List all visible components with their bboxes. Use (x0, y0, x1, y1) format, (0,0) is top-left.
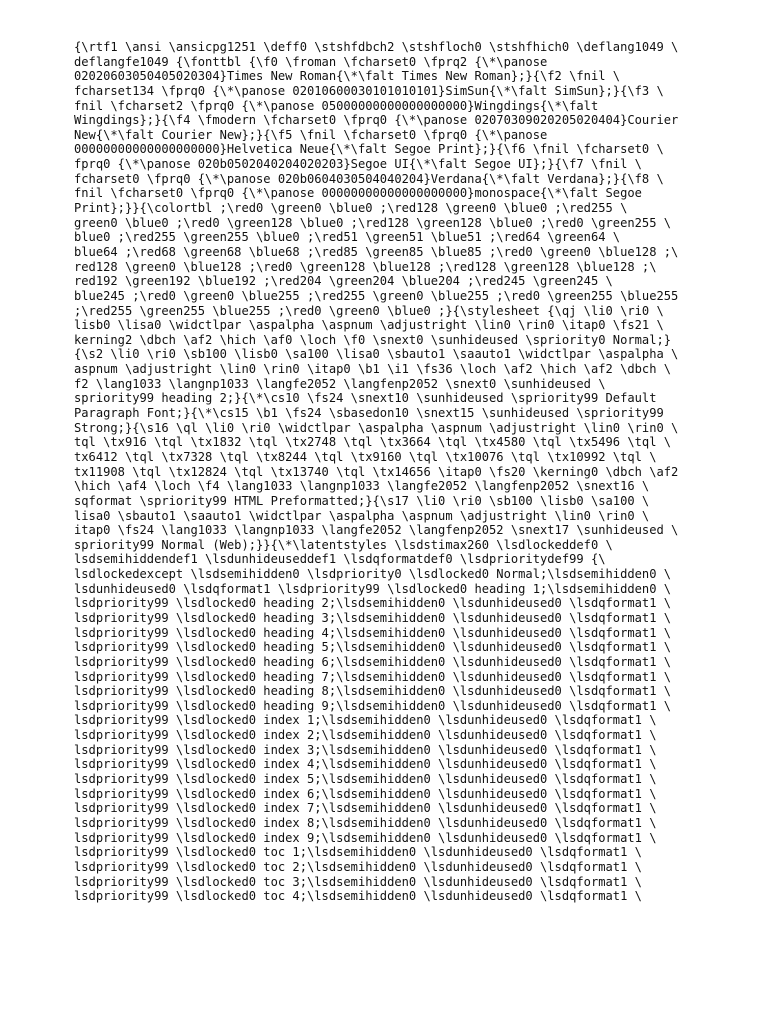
text-line: New{\*\falt Courier New};}{\f5 \fnil \fcharset0 \fprq0 {\*\panose (74, 127, 548, 142)
text-line: lsdpriority99 \lsdlocked0 index 9;\lsdsemihidden0 \lsdunhideused0 \lsdqformat1 \ (74, 830, 657, 845)
text-line: {\rtf1 \ansi \ansicpg1251 \deff0 \stshfdbch2 \stshfloch0 \stshfhich0 \deflang1049 \ (74, 40, 679, 54)
text-line: fcharset0 \fprq0 {\*\panose 020b0604030504040204}Verdana{\*\falt Verdana};}{\f8 \ (74, 171, 664, 186)
text-line: lsdlockedexcept \lsdsemihidden0 \lsdpriority0 \lsdlocked0 Normal;\lsdsemihidden0 \ (74, 567, 672, 582)
text-line: lsdunhideused0 \lsdqformat1 \lsdpriority99 \lsdlocked0 heading 1;\lsdsemihidden0 \ (74, 581, 672, 596)
text-line: fnil \fcharset2 \fprq0 {\*\panose 05000000000000000000}Wingdings{\*\falt (74, 98, 599, 113)
text-line: lsdpriority99 \lsdlocked0 heading 9;\lsdsemihidden0 \lsdunhideused0 \lsdqformat1 \ (74, 698, 672, 713)
text-line: lsdpriority99 \lsdlocked0 heading 4;\lsdsemihidden0 \lsdunhideused0 \lsdqformat1 \ (74, 625, 672, 640)
text-line: fnil \fcharset0 \fprq0 {\*\panose 00000000000000000000}monospace{\*\falt Segoe (74, 186, 642, 201)
text-line: {\s2 \li0 \ri0 \sb100 \lisb0 \sa100 \lisa0 \sbauto1 \saauto1 \widctlpar \aspalpha \ (74, 347, 679, 362)
rtf-source-text (74, 40, 764, 904)
text-line: lsdpriority99 \lsdlocked0 index 7;\lsdsemihidden0 \lsdunhideused0 \lsdqformat1 \ (74, 801, 657, 816)
text-line: lsdpriority99 \lsdlocked0 index 1;\lsdsemihidden0 \lsdunhideused0 \lsdqformat1 \ (74, 713, 657, 728)
text-line: deflangfe1049 {\fonttbl {\f0 \froman \fcharset0 \fprq2 {\*\panose (74, 54, 548, 69)
text-line: lsdpriority99 \lsdlocked0 heading 7;\lsdsemihidden0 \lsdunhideused0 \lsdqformat1 \ (74, 669, 672, 684)
text-line: lsdpriority99 \lsdlocked0 heading 3;\lsdsemihidden0 \lsdunhideused0 \lsdqformat1 \ (74, 610, 672, 625)
text-line: lisa0 \sbauto1 \saauto1 \widctlpar \aspalpha \aspnum \adjustright \lin0 \rin0 \ (74, 508, 650, 523)
text-line: lsdpriority99 \lsdlocked0 heading 6;\lsdsemihidden0 \lsdunhideused0 \lsdqformat1 \ (74, 654, 672, 669)
text-line: red128 \green0 \blue128 ;\red0 \green128 \blue128 ;\red128 \green128 \blue128 ;\ (74, 259, 657, 274)
text-line: red192 \green192 \blue192 ;\red204 \green204 \blue204 ;\red245 \green245 \ (74, 274, 613, 289)
text-line: tql \tx916 \tql \tx1832 \tql \tx2748 \tql \tx3664 \tql \tx4580 \tql \tx5496 \tql \ (74, 435, 672, 450)
text-line: lisb0 \lisa0 \widctlpar \aspalpha \aspnum \adjustright \lin0 \rin0 \itap0 \fs21 \ (74, 318, 664, 333)
text-line: blue64 ;\red68 \green68 \blue68 ;\red85 \green85 \blue85 ;\red0 \green0 \blue128 ;\ (74, 244, 679, 259)
text-line: lsdpriority99 \lsdlocked0 toc 4;\lsdsemihidden0 \lsdunhideused0 \lsdqformat1 \ (74, 889, 642, 904)
text-line: 00000000000000000000}Helvetica Neue{\*\falt Segoe Print};}{\f6 \fnil \fcharset0 \ (74, 142, 664, 157)
text-line: lsdpriority99 \lsdlocked0 index 3;\lsdsemihidden0 \lsdunhideused0 \lsdqformat1 \ (74, 742, 657, 757)
text-line: lsdpriority99 \lsdlocked0 index 6;\lsdsemihidden0 \lsdunhideused0 \lsdqformat1 \ (74, 786, 657, 801)
text-line: lsdpriority99 \lsdlocked0 index 4;\lsdsemihidden0 \lsdunhideused0 \lsdqformat1 \ (74, 757, 657, 772)
text-line: spriority99 Normal (Web);}}{\*\latentstyles \lsdstimax260 \lsdlockeddef0 \ (74, 537, 613, 552)
text-line: Paragraph Font;}{\*\cs15 \b1 \fs24 \sbasedon10 \snext15 \sunhideused \spriority99 (74, 406, 664, 421)
text-line: lsdpriority99 \lsdlocked0 index 2;\lsdsemihidden0 \lsdunhideused0 \lsdqformat1 \ (74, 728, 657, 743)
text-line: lsdpriority99 \lsdlocked0 heading 2;\lsdsemihidden0 \lsdunhideused0 \lsdqformat1 \ (74, 596, 672, 611)
text-line: tx6412 \tql \tx7328 \tql \tx8244 \tql \tx9160 \tql \tx10076 \tql \tx10992 \tql \ (74, 449, 657, 464)
text-line: Wingdings};}{\f4 \fmodern \fcharset0 \fprq0 {\*\panose 02070309020205020404}Courier (74, 113, 679, 128)
text-line: lsdpriority99 \lsdlocked0 index 5;\lsdsemihidden0 \lsdunhideused0 \lsdqformat1 \ (74, 772, 657, 787)
text-line: lsdpriority99 \lsdlocked0 toc 3;\lsdsemihidden0 \lsdunhideused0 \lsdqformat1 \ (74, 874, 642, 889)
text-line: fcharset134 \fprq0 {\*\panose 02010600030101010101}SimSun{\*\falt SimSun};}{\f3 \ (74, 83, 664, 98)
text-line: spriority99 heading 2;}{\*\cs10 \fs24 \snext10 \sunhideused \spriority99 Default (74, 391, 657, 406)
text-line: kerning2 \dbch \af2 \hich \af0 \loch \f0 \snext0 \sunhideused \spriority0 Normal;} (74, 332, 672, 347)
text-line: blue0 ;\red255 \green255 \blue0 ;\red51 \green51 \blue51 ;\red64 \green64 \ (74, 230, 621, 245)
text-line: tx11908 \tql \tx12824 \tql \tx13740 \tql \tx14656 \itap0 \fs20 \kerning0 \dbch \af2 (74, 464, 679, 479)
text-line: lsdpriority99 \lsdlocked0 toc 2;\lsdsemihidden0 \lsdunhideused0 \lsdqformat1 \ (74, 859, 642, 874)
text-line: blue245 ;\red0 \green0 \blue255 ;\red255 \green0 \blue255 ;\red0 \green255 \blue255 (74, 288, 679, 303)
text-line: ;\red255 \green255 \blue255 ;\red0 \green0 \blue0 ;}{\stylesheet {\qj \li0 \ri0 \ (74, 303, 664, 318)
text-line: f2 \lang1033 \langnp1033 \langfe2052 \langfenp2052 \snext0 \sunhideused \ (74, 376, 606, 391)
text-line: aspnum \adjustright \lin0 \rin0 \itap0 \b1 \i1 \fs36 \loch \af2 \hich \af2 \dbch \ (74, 362, 672, 377)
text-line: lsdpriority99 \lsdlocked0 heading 5;\lsdsemihidden0 \lsdunhideused0 \lsdqformat1 \ (74, 640, 672, 655)
text-line: sqformat \spriority99 HTML Preformatted;}{\s17 \li0 \ri0 \sb100 \lisb0 \sa100 \ (74, 493, 650, 508)
text-line: 02020603050405020304}Times New Roman{\*\falt Times New Roman};}{\f2 \fnil \ (74, 69, 621, 84)
text-line: lsdpriority99 \lsdlocked0 toc 1;\lsdsemihidden0 \lsdunhideused0 \lsdqformat1 \ (74, 845, 642, 860)
text-line: itap0 \fs24 \lang1033 \langnp1033 \langfe2052 \langfenp2052 \snext17 \sunhideused \ (74, 523, 679, 538)
text-line: Strong;}{\s16 \ql \li0 \ri0 \widctlpar \aspalpha \aspnum \adjustright \lin0 \rin0 \ (74, 420, 679, 435)
text-line: lsdsemihiddendef1 \lsdunhideuseddef1 \lsdqformatdef0 \lsdprioritydef99 {\ (74, 552, 606, 567)
text-line: Print};}}{\colortbl ;\red0 \green0 \blue0 ;\red128 \green0 \blue0 ;\red255 \ (74, 201, 628, 216)
text-line: \hich \af4 \loch \f4 \lang1033 \langnp1033 \langfe2052 \langfenp2052 \snext16 \ (74, 479, 650, 494)
text-line: fprq0 {\*\panose 020b0502040204020203}Segoe UI{\*\falt Segoe UI};}{\f7 \fnil \ (74, 157, 642, 172)
text-line: green0 \blue0 ;\red0 \green128 \blue0 ;\red128 \green128 \blue0 ;\red0 \green255 \ (74, 215, 672, 230)
text-line: lsdpriority99 \lsdlocked0 index 8;\lsdsemihidden0 \lsdunhideused0 \lsdqformat1 \ (74, 815, 657, 830)
text-line: lsdpriority99 \lsdlocked0 heading 8;\lsdsemihidden0 \lsdunhideused0 \lsdqformat1 \ (74, 684, 672, 699)
